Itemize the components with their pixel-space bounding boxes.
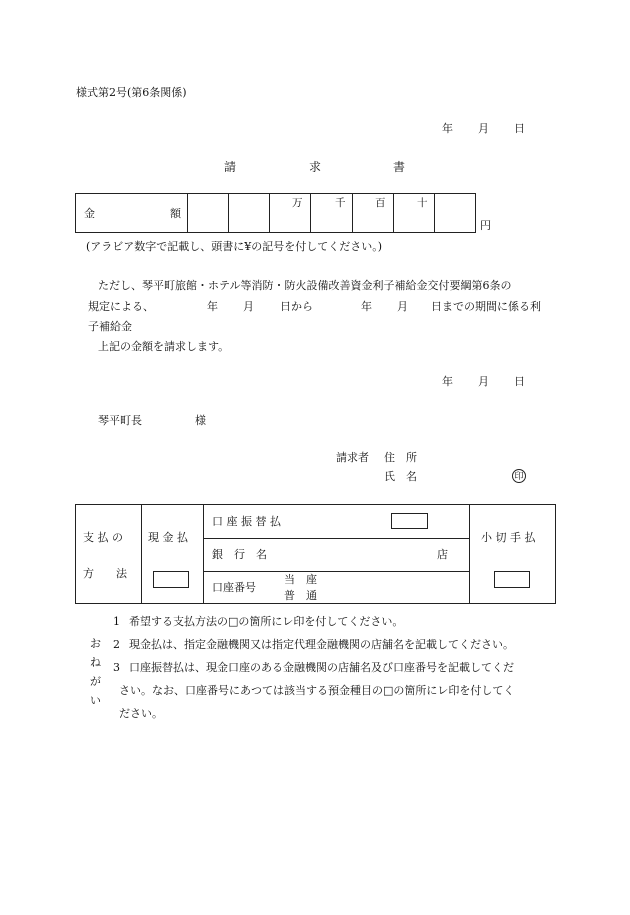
checking-label: 当 座 (284, 573, 317, 586)
digit-label-hyaku: 百 (375, 197, 386, 209)
date-day: 日 (514, 122, 525, 135)
body-line-2-a: 規定による、 (88, 300, 154, 313)
note-3-text-1: 口座振替払は、現金口座のある金融機関の店舗名及び口座番号を記載してくだ (129, 661, 514, 674)
title-char-2: 求 (309, 160, 322, 174)
date2-month: 月 (478, 375, 489, 388)
body-line-1: ただし、琴平町旅館・ホテル等消防・防火設備改善資金利子補給金交付要綱第6条の (98, 279, 512, 292)
amount-table (75, 193, 476, 233)
note-side-1: お (90, 637, 101, 650)
claimant-address-label: 住 所 (384, 451, 417, 464)
body-line-3: 子補給金 (88, 320, 132, 333)
claimant-name-label: 氏 名 (384, 470, 417, 483)
note-side-2: ね (90, 656, 101, 669)
body-line-2-year2: 年 (361, 300, 372, 313)
cash-label: 現 金 払 (148, 531, 188, 544)
amount-unit: 円 (480, 219, 491, 232)
note-1-number: 1 (113, 615, 120, 628)
note-3-number: 3 (113, 661, 120, 674)
note-1-text: 希望する支払方法の□の箇所にレ印を付してください。 (129, 615, 404, 628)
digit-label-sen: 千 (335, 197, 346, 209)
amount-label-right: 額 (170, 207, 181, 220)
digit-label-man: 万 (292, 197, 303, 209)
account-number-label: 口座番号 (212, 581, 256, 594)
method-label-2: 方 法 (83, 567, 127, 580)
check-label: 小 切 手 払 (481, 531, 536, 544)
amount-note: (アラビア数字で記載し、頭書に¥の記号を付してください。) (86, 240, 383, 253)
date2-day: 日 (514, 375, 525, 388)
note-2-text: 現金払は、指定金融機関又は指定代理金融機関の店舗名を記載してください。 (129, 638, 514, 651)
date2-year: 年 (442, 375, 453, 388)
body-line-2-month: 月 (243, 300, 254, 313)
note-side-4: い (90, 694, 101, 707)
seal-icon: 印 (512, 469, 526, 483)
transfer-checkbox[interactable] (391, 513, 428, 529)
date-month: 月 (478, 122, 489, 135)
addressee-name: 琴平町長 (98, 414, 142, 427)
note-side-3: が (90, 675, 101, 688)
note-3-text-2: さい。なお、口座番号にあつては該当する預金種目の□の箇所にレ印を付してく (119, 684, 515, 697)
body-line-4: 上記の金額を請求します。 (98, 340, 230, 353)
method-label-1: 支 払 の (83, 531, 123, 544)
body-line-2-until: 日までの期間に係る利 (431, 300, 541, 313)
branch-label: 店 (437, 548, 448, 561)
claimant-label: 請求者 (336, 451, 369, 464)
transfer-label: 口 座 振 替 払 (212, 515, 281, 528)
bank-name-label: 銀 行 名 (212, 548, 267, 561)
date-year: 年 (442, 122, 453, 135)
check-checkbox[interactable] (494, 571, 530, 588)
note-2-number: 2 (113, 638, 120, 651)
cash-checkbox[interactable] (153, 571, 189, 588)
title-char-1: 請 (224, 160, 237, 174)
form-number: 様式第2号(第6条関係) (76, 86, 187, 99)
amount-label-left: 金 (84, 207, 95, 220)
body-line-2-month2: 月 (397, 300, 408, 313)
digit-label-juu: 十 (417, 197, 428, 209)
addressee-honorific: 様 (195, 414, 206, 427)
body-line-2-year: 年 (207, 300, 218, 313)
body-line-2-from: 日から (280, 300, 313, 313)
title-char-3: 書 (393, 160, 406, 174)
savings-label: 普 通 (284, 589, 317, 602)
note-3-text-3: ださい。 (119, 707, 163, 720)
